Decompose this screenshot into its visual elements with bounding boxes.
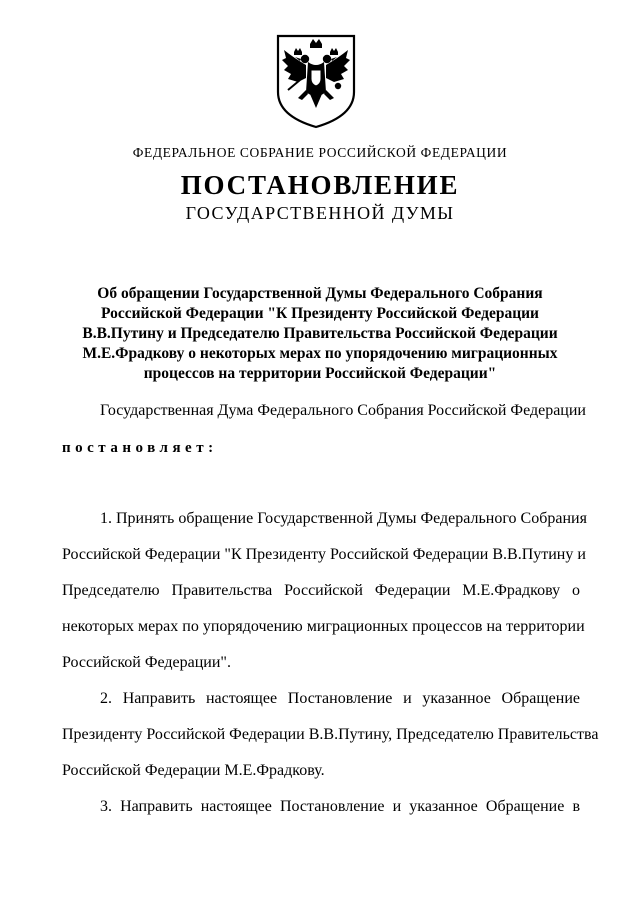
body-line: 3. Направить настоящее Постановление и указанное Обращение в bbox=[100, 798, 580, 815]
body-line: Российской Федерации". bbox=[62, 654, 231, 671]
preamble-word: Государственная bbox=[100, 402, 214, 419]
body-line: Президенту Российской Федерации В.В.Путину, Председателю Правительства bbox=[62, 726, 599, 743]
subject-line: Об обращении Государственной Думы Федерального Собрания bbox=[97, 285, 543, 302]
document-subject bbox=[40, 284, 600, 384]
body-line: 2. Направить настоящее Постановление и указанное Обращение bbox=[100, 690, 580, 707]
state-emblem-icon bbox=[272, 32, 360, 130]
body-line: 1. Принять обращение Государственной Думы Федерального Собрания bbox=[100, 510, 587, 527]
subject-line: М.Е.Фрадкову о некоторых мерах по упорядочению миграционных bbox=[82, 345, 558, 362]
subject-line: В.В.Путину и Председателю Правительства Российской Федерации bbox=[82, 325, 558, 342]
body-line: некоторых мерах по упорядочению миграционных процессов на территории bbox=[62, 618, 585, 635]
subject-line: Российской Федерации "К Президенту Российской Федерации bbox=[101, 305, 539, 322]
body-line: Российской Федерации "К Президенту Российской Федерации В.В.Путину и bbox=[62, 546, 586, 563]
preamble bbox=[100, 402, 586, 420]
preamble-word: Собрания bbox=[357, 402, 424, 419]
organization-line: ФЕДЕРАЛЬНОЕ СОБРАНИЕ РОССИЙСКОЙ ФЕДЕРАЦИИ bbox=[132, 145, 508, 160]
subject-line: процессов на территории Российской Федерации" bbox=[143, 365, 497, 382]
document-type: ПОСТАНОВЛЕНИЕ bbox=[180, 170, 460, 200]
preamble-word: Федерации bbox=[510, 402, 586, 419]
issuing-body: ГОСУДАРСТВЕННОЙ ДУМЫ bbox=[185, 203, 455, 223]
preamble-word: Дума bbox=[217, 402, 254, 419]
resolves-word: постановляет: bbox=[62, 440, 218, 456]
body-line: Российской Федерации М.Е.Фрадкову. bbox=[62, 762, 325, 779]
body-line: Председателю Правительства Российской Федерации М.Е.Фрадкову о bbox=[62, 582, 580, 599]
preamble-word: Федерального bbox=[257, 402, 354, 419]
preamble-word: Российской bbox=[427, 402, 507, 419]
